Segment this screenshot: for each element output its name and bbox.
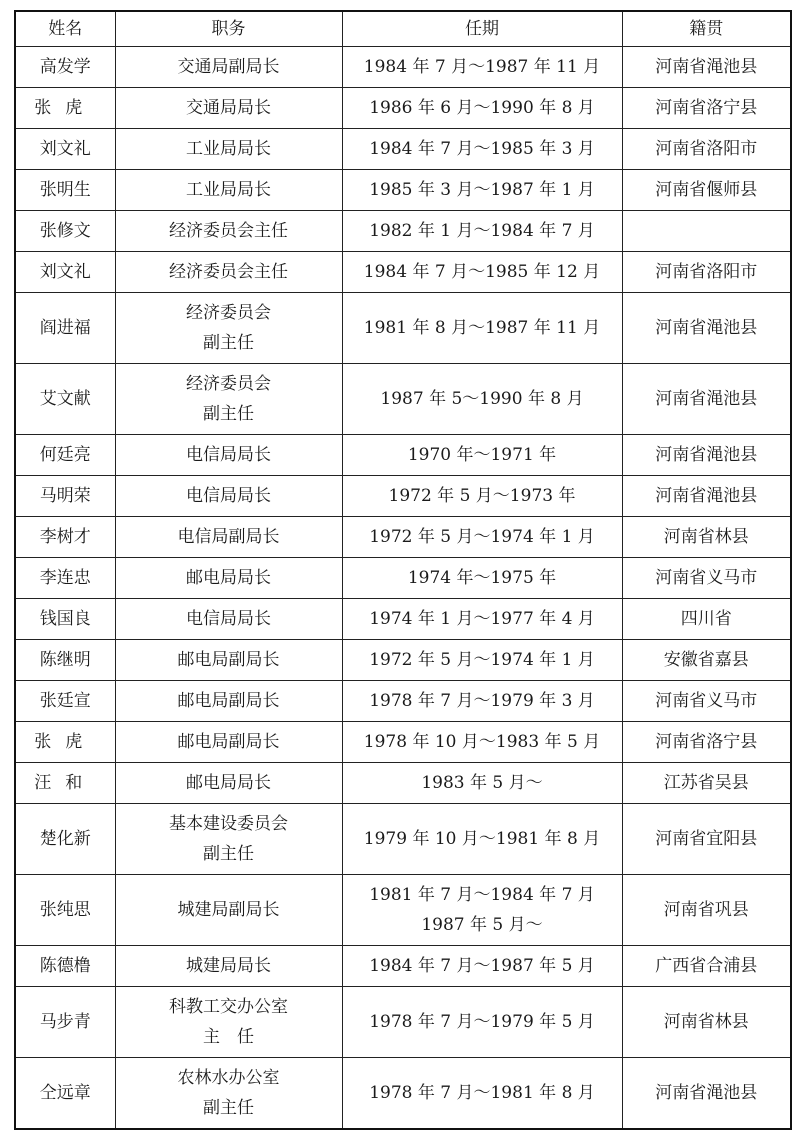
cell-name: 李树才 xyxy=(15,517,115,558)
cell-name: 张纯思 xyxy=(15,875,115,946)
header-post: 职务 xyxy=(115,11,342,47)
cell-term xyxy=(342,1058,622,1130)
cell-post xyxy=(115,804,342,875)
post-line: 电信局副局长 xyxy=(177,527,280,547)
cell-origin: 安徽省嘉县 xyxy=(622,640,791,681)
cell-term xyxy=(342,640,622,681)
term-line: 1984 年 7 月～1987 年 11 月 xyxy=(363,57,601,77)
post-line: 城建局局长 xyxy=(186,956,271,976)
cell-name: 钱国良 xyxy=(15,599,115,640)
cell-term xyxy=(342,804,622,875)
post-line: 城建局副局长 xyxy=(177,900,280,920)
term-line: 1978 年 7 月～1979 年 5 月 xyxy=(369,1012,595,1032)
header-name: 姓名 xyxy=(15,11,115,47)
table-row xyxy=(15,987,791,1058)
cell-origin: 河南省渑池县 xyxy=(622,364,791,435)
table-row xyxy=(15,804,791,875)
term-line: 1983 年 5 月～ xyxy=(421,773,543,793)
table-row xyxy=(15,946,791,987)
cell-term xyxy=(342,517,622,558)
term-line: 1987 年 5～1990 年 8 月 xyxy=(380,389,584,409)
header-origin: 籍贯 xyxy=(622,11,791,47)
cell-term xyxy=(342,211,622,252)
cell-term xyxy=(342,987,622,1058)
post-line: 主 任 xyxy=(203,1027,254,1047)
cell-term xyxy=(342,476,622,517)
table-row xyxy=(15,599,791,640)
post-line: 工业局局长 xyxy=(186,180,271,200)
cell-name: 李连忠 xyxy=(15,558,115,599)
cell-post xyxy=(115,987,342,1058)
table-row xyxy=(15,681,791,722)
cell-post xyxy=(115,722,342,763)
cell-origin: 河南省渑池县 xyxy=(622,293,791,364)
post-line: 邮电局副局长 xyxy=(177,691,280,711)
term-line: 1972 年 5 月～1974 年 1 月 xyxy=(369,650,595,670)
cell-origin: 河南省渑池县 xyxy=(622,435,791,476)
cell-name: 汪和 xyxy=(15,763,115,804)
post-line: 电信局局长 xyxy=(186,486,271,506)
cell-post xyxy=(115,170,342,211)
cell-origin: 河南省林县 xyxy=(622,987,791,1058)
cell-origin: 江苏省吴县 xyxy=(622,763,791,804)
cell-term xyxy=(342,558,622,599)
table-row xyxy=(15,364,791,435)
cell-post xyxy=(115,47,342,88)
post-line: 经济委员会 xyxy=(186,303,271,323)
cell-post xyxy=(115,946,342,987)
term-line: 1984 年 7 月～1985 年 12 月 xyxy=(363,262,601,282)
cell-origin: 河南省巩县 xyxy=(622,875,791,946)
cell-post xyxy=(115,88,342,129)
cell-post xyxy=(115,558,342,599)
officials-table xyxy=(14,10,792,1130)
term-line: 1972 年 5 月～1973 年 xyxy=(388,486,576,506)
cell-term xyxy=(342,435,622,476)
post-line: 邮电局副局长 xyxy=(177,650,280,670)
cell-post xyxy=(115,875,342,946)
cell-post xyxy=(115,599,342,640)
table-row xyxy=(15,293,791,364)
document-page xyxy=(14,10,790,1130)
term-line: 1974 年～1975 年 xyxy=(407,568,557,588)
cell-term xyxy=(342,722,622,763)
term-line: 1984 年 7 月～1987 年 5 月 xyxy=(369,956,595,976)
term-line: 1978 年 10 月～1983 年 5 月 xyxy=(363,732,601,752)
post-line: 经济委员会主任 xyxy=(169,262,288,282)
cell-origin: 河南省渑池县 xyxy=(622,476,791,517)
post-line: 电信局局长 xyxy=(186,445,271,465)
post-line: 副主任 xyxy=(203,404,254,424)
cell-name: 陈德橹 xyxy=(15,946,115,987)
post-line: 工业局局长 xyxy=(186,139,271,159)
cell-term xyxy=(342,364,622,435)
term-line: 1978 年 7 月～1979 年 3 月 xyxy=(369,691,595,711)
cell-term xyxy=(342,599,622,640)
table-row xyxy=(15,252,791,293)
post-line: 农林水办公室 xyxy=(177,1068,280,1088)
cell-origin: 河南省义马市 xyxy=(622,681,791,722)
cell-post xyxy=(115,517,342,558)
cell-name: 张虎 xyxy=(15,722,115,763)
cell-term xyxy=(342,946,622,987)
cell-origin: 河南省偃师县 xyxy=(622,170,791,211)
cell-name: 马明荣 xyxy=(15,476,115,517)
cell-name: 阎进福 xyxy=(15,293,115,364)
table-row xyxy=(15,722,791,763)
table-row xyxy=(15,47,791,88)
term-line: 1984 年 7 月～1985 年 3 月 xyxy=(369,139,595,159)
cell-term xyxy=(342,47,622,88)
cell-post xyxy=(115,211,342,252)
post-line: 电信局局长 xyxy=(186,609,271,629)
cell-term xyxy=(342,170,622,211)
table-row xyxy=(15,558,791,599)
cell-name: 陈继明 xyxy=(15,640,115,681)
table-row xyxy=(15,435,791,476)
table-row xyxy=(15,170,791,211)
cell-post xyxy=(115,293,342,364)
term-line: 1985 年 3 月～1987 年 1 月 xyxy=(369,180,595,200)
cell-origin: 四川省 xyxy=(622,599,791,640)
cell-name: 艾文献 xyxy=(15,364,115,435)
cell-post xyxy=(115,476,342,517)
cell-post xyxy=(115,1058,342,1130)
cell-name: 张明生 xyxy=(15,170,115,211)
post-line: 副主任 xyxy=(203,333,254,353)
table-body xyxy=(15,47,791,1130)
table-row xyxy=(15,211,791,252)
post-line: 交通局副局长 xyxy=(177,57,280,77)
term-line: 1979 年 10 月～1981 年 8 月 xyxy=(363,829,601,849)
cell-name: 张虎 xyxy=(15,88,115,129)
post-line: 经济委员会 xyxy=(186,374,271,394)
cell-origin: 河南省义马市 xyxy=(622,558,791,599)
cell-origin: 河南省洛宁县 xyxy=(622,722,791,763)
cell-name: 刘文礼 xyxy=(15,129,115,170)
cell-post xyxy=(115,681,342,722)
cell-origin: 广西省合浦县 xyxy=(622,946,791,987)
cell-name: 仝远章 xyxy=(15,1058,115,1130)
cell-origin: 河南省宜阳县 xyxy=(622,804,791,875)
cell-term xyxy=(342,129,622,170)
post-line: 交通局局长 xyxy=(186,98,271,118)
post-line: 邮电局局长 xyxy=(186,568,271,588)
term-line: 1974 年 1 月～1977 年 4 月 xyxy=(369,609,595,629)
post-line: 邮电局局长 xyxy=(186,773,271,793)
cell-origin: 河南省洛宁县 xyxy=(622,88,791,129)
term-line: 1978 年 7 月～1981 年 8 月 xyxy=(369,1083,595,1103)
table-row xyxy=(15,640,791,681)
cell-name: 何廷亮 xyxy=(15,435,115,476)
term-line: 1970 年～1971 年 xyxy=(407,445,557,465)
post-line: 副主任 xyxy=(203,1098,254,1118)
cell-term xyxy=(342,763,622,804)
cell-origin: 河南省渑池县 xyxy=(622,47,791,88)
term-line: 1987 年 5 月～ xyxy=(421,915,543,935)
cell-origin xyxy=(622,211,791,252)
cell-post xyxy=(115,763,342,804)
cell-origin: 河南省林县 xyxy=(622,517,791,558)
post-line: 经济委员会主任 xyxy=(169,221,288,241)
cell-post xyxy=(115,252,342,293)
header-term: 任期 xyxy=(342,11,622,47)
table-header-row xyxy=(15,11,791,47)
post-line: 副主任 xyxy=(203,844,254,864)
table-row xyxy=(15,875,791,946)
cell-post xyxy=(115,640,342,681)
table-row xyxy=(15,88,791,129)
cell-post xyxy=(115,129,342,170)
term-line: 1982 年 1 月～1984 年 7 月 xyxy=(369,221,595,241)
table-row xyxy=(15,1058,791,1130)
cell-name: 张修文 xyxy=(15,211,115,252)
table-row xyxy=(15,517,791,558)
cell-term xyxy=(342,252,622,293)
cell-term xyxy=(342,293,622,364)
cell-post xyxy=(115,364,342,435)
cell-name: 刘文礼 xyxy=(15,252,115,293)
cell-name: 高发学 xyxy=(15,47,115,88)
post-line: 基本建设委员会 xyxy=(169,814,288,834)
cell-post xyxy=(115,435,342,476)
cell-name: 张廷宣 xyxy=(15,681,115,722)
cell-origin: 河南省洛阳市 xyxy=(622,252,791,293)
cell-origin: 河南省洛阳市 xyxy=(622,129,791,170)
term-line: 1981 年 7 月～1984 年 7 月 xyxy=(369,885,595,905)
cell-term xyxy=(342,875,622,946)
cell-term xyxy=(342,681,622,722)
table-row xyxy=(15,129,791,170)
table-row xyxy=(15,763,791,804)
post-line: 邮电局副局长 xyxy=(177,732,280,752)
table-row xyxy=(15,476,791,517)
cell-term xyxy=(342,88,622,129)
cell-name: 马步青 xyxy=(15,987,115,1058)
term-line: 1972 年 5 月～1974 年 1 月 xyxy=(369,527,595,547)
cell-origin: 河南省渑池县 xyxy=(622,1058,791,1130)
post-line: 科教工交办公室 xyxy=(169,997,288,1017)
cell-name: 楚化新 xyxy=(15,804,115,875)
term-line: 1986 年 6 月～1990 年 8 月 xyxy=(369,98,595,118)
term-line: 1981 年 8 月～1987 年 11 月 xyxy=(363,318,601,338)
